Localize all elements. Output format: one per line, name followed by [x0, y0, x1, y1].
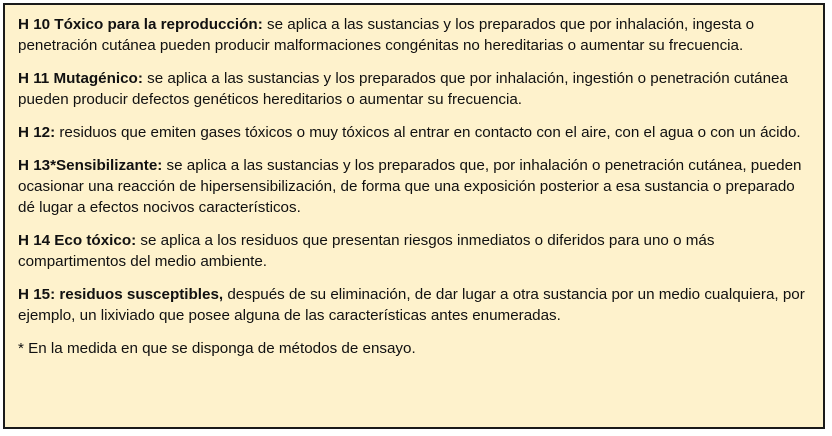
entry-text: se aplica a las sustancias y los preparados que por inhalación, ingestión o penetración cutánea pueden producir defectos genéticos hereditarios o aumentar su frecuencia.: [18, 70, 788, 108]
entry-text: se aplica a las sustancias y los preparados que, por inhalación o penetración cutánea, pueden ocasionar una reacción de hipersensibilización, de forma que una exposición posterior a esa sustancia o preparado dé lugar a efectos nocivos característicos.: [18, 157, 802, 216]
entry-code: H 13*Sensibilizante:: [18, 157, 163, 174]
entry-h11: [18, 68, 813, 110]
entry-text: después de su eliminación, de dar lugar a otra sustancia por un medio cualquiera, por ejemplo, un lixiviado que posee alguna de las características antes enumeradas.: [18, 286, 805, 324]
entry-code: H 10 Tóxico para la reproducción:: [18, 16, 263, 33]
entry-h13: [18, 155, 813, 218]
footnote: * En la medida en que se disponga de métodos de ensayo.: [18, 340, 416, 357]
entry-h12: [18, 122, 813, 143]
entry-code: H 15: residuos susceptibles,: [18, 286, 224, 303]
entry-text: se aplica a los residuos que presentan riesgos inmediatos o diferidos para uno o más compartimentos del medio ambiente.: [18, 232, 715, 270]
entry-text: se aplica a las sustancias y los preparados que por inhalación, ingesta o penetración cutánea pueden producir malformaciones congénitas no hereditarias o aumentar su frecuencia.: [18, 16, 755, 54]
entry-h15: [18, 284, 813, 326]
entry-code: H 12:: [18, 124, 56, 141]
entry-code: H 11 Mutagénico:: [18, 70, 143, 87]
entry-text: residuos que emiten gases tóxicos o muy tóxicos al entrar en contacto con el aire, con el agua o con un ácido.: [55, 124, 801, 141]
hazard-definitions-box: [3, 3, 825, 429]
entry-h14: [18, 230, 813, 272]
entry-code: H 14 Eco tóxico:: [18, 232, 137, 249]
entry-h10: [18, 14, 813, 56]
